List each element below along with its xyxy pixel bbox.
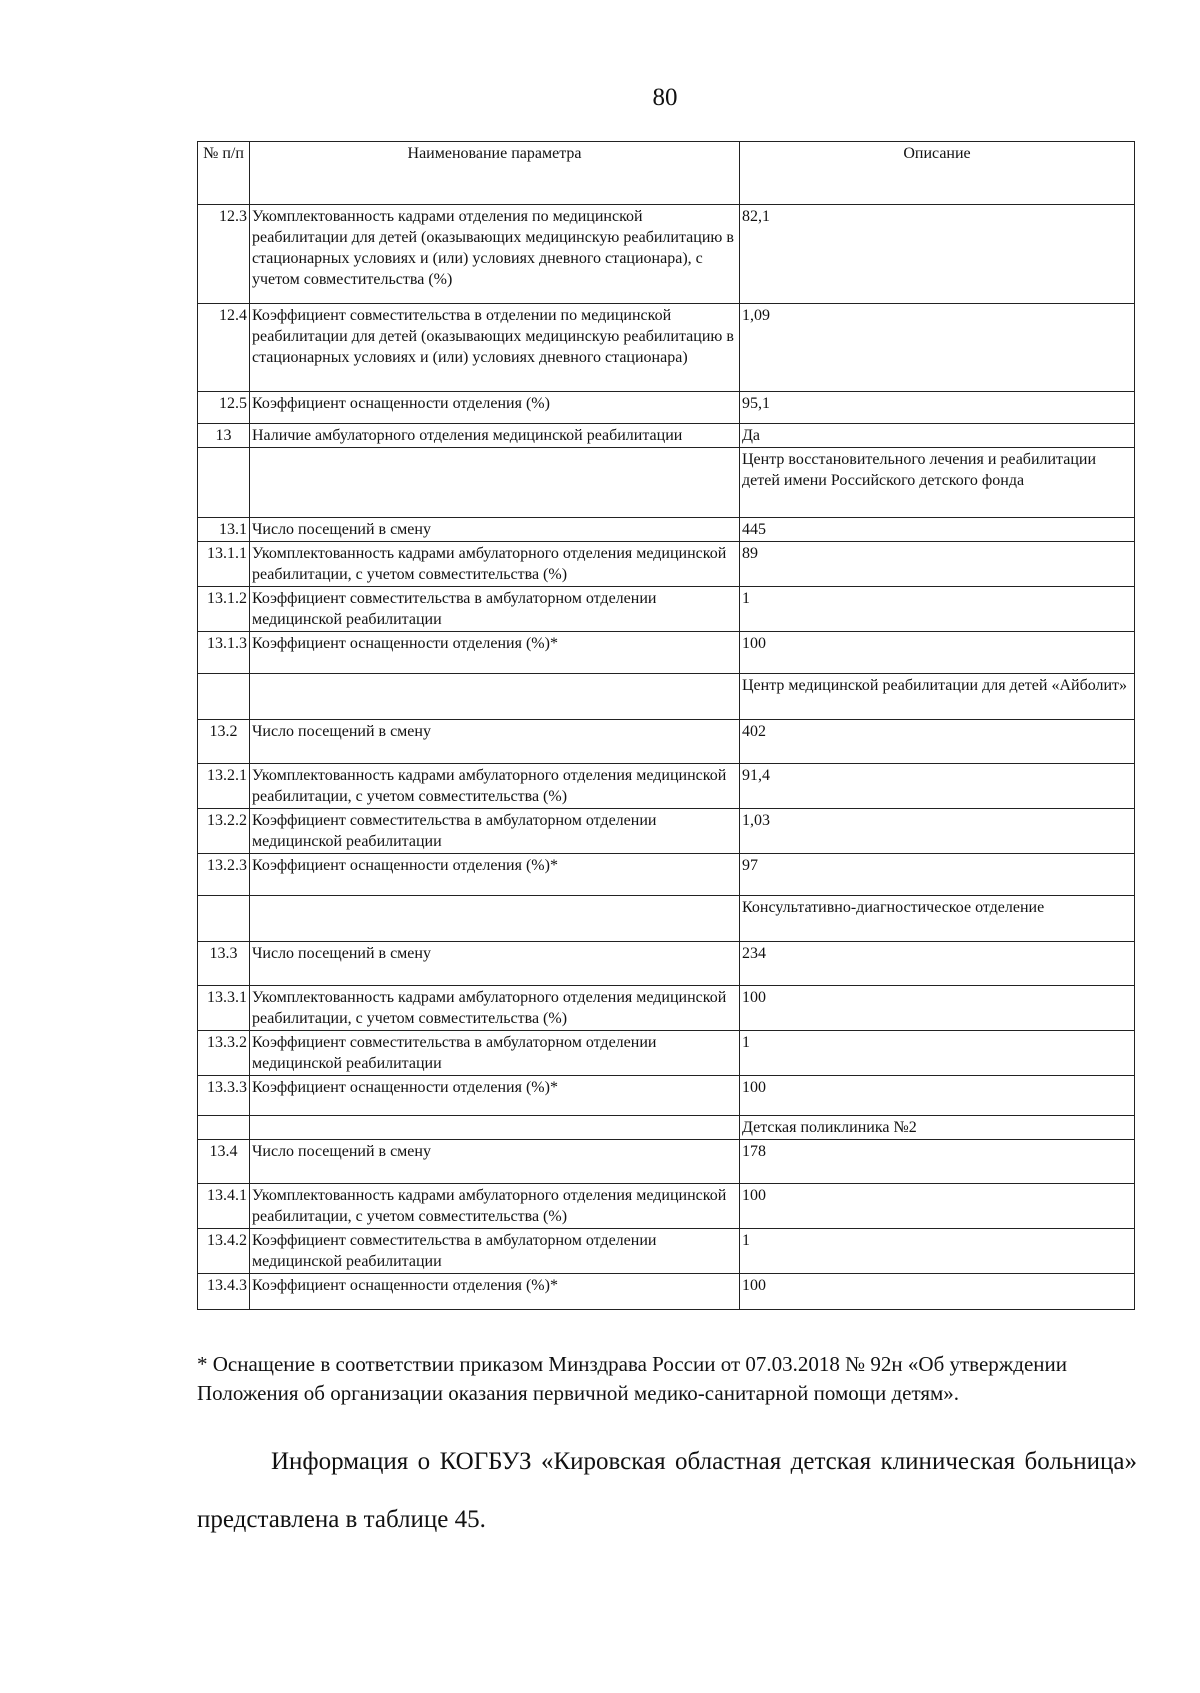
row-name: Коэффициент оснащенности отделения (%)* (250, 854, 740, 896)
table-row (198, 986, 1135, 1031)
row-value: 402 (740, 720, 1135, 764)
table-row (198, 896, 1135, 942)
row-name: Наличие амбулаторного отделения медицинской реабилитации (250, 424, 740, 448)
table-row (198, 424, 1135, 448)
row-value: 1 (740, 1031, 1135, 1076)
row-value: 82,1 (740, 205, 1135, 304)
table-row (198, 1031, 1135, 1076)
table-row (198, 1076, 1135, 1116)
row-value: 100 (740, 632, 1135, 674)
table-row (198, 1229, 1135, 1274)
row-value: 97 (740, 854, 1135, 896)
row-name: Укомплектованность кадрами амбулаторного отделения медицинской реабилитации, с учетом совместительства (%) (250, 986, 740, 1031)
row-num (198, 674, 250, 720)
row-value: 1,09 (740, 304, 1135, 392)
row-num: 13.3 (198, 942, 250, 986)
row-num: 12.4 (198, 304, 250, 392)
row-name (250, 1116, 740, 1140)
row-num: 13.2.2 (198, 809, 250, 854)
parameters-table (197, 141, 1135, 1310)
row-num: 13.1 (198, 518, 250, 542)
row-num: 13 (198, 424, 250, 448)
row-value: 1 (740, 587, 1135, 632)
row-num: 13.1.2 (198, 587, 250, 632)
table-row (198, 518, 1135, 542)
row-name: Укомплектованность кадрами амбулаторного отделения медицинской реабилитации, с учетом совместительства (%) (250, 1184, 740, 1229)
table-row (198, 1140, 1135, 1184)
row-name: Укомплектованность кадрами отделения по медицинской реабилитации для детей (оказывающих медицинскую реабилитацию в стационарных условиях и (или) условиях дневного стационара), с учетом совместительства (%) (250, 205, 740, 304)
row-num: 13.4.3 (198, 1274, 250, 1310)
page-number: 80 (652, 84, 678, 111)
table-row (198, 1274, 1135, 1310)
header-name: Наименование параметра (250, 142, 740, 205)
table-row (198, 205, 1135, 304)
row-num: 13.2.1 (198, 764, 250, 809)
table-row (198, 542, 1135, 587)
table-row (198, 674, 1135, 720)
table-row (198, 587, 1135, 632)
header-num: № п/п (198, 142, 250, 205)
row-value: 95,1 (740, 392, 1135, 424)
header-description: Описание (740, 142, 1135, 205)
row-name: Число посещений в смену (250, 942, 740, 986)
table-row (198, 942, 1135, 986)
row-num: 13.2 (198, 720, 250, 764)
row-value: Центр медицинской реабилитации для детей «Айболит» (740, 674, 1135, 720)
row-name: Коэффициент совместительства в амбулаторном отделении медицинской реабилитации (250, 1031, 740, 1076)
table-row (198, 304, 1135, 392)
row-value: Да (740, 424, 1135, 448)
row-value: 1,03 (740, 809, 1135, 854)
row-value: 100 (740, 1184, 1135, 1229)
row-num: 13.2.3 (198, 854, 250, 896)
row-num: 13.4 (198, 1140, 250, 1184)
row-name: Число посещений в смену (250, 518, 740, 542)
row-value: Детская поликлиника №2 (740, 1116, 1135, 1140)
table-row (198, 448, 1135, 518)
row-name: Число посещений в смену (250, 1140, 740, 1184)
row-value: 100 (740, 986, 1135, 1031)
row-num (198, 448, 250, 518)
row-value: 100 (740, 1274, 1135, 1310)
table-row (198, 809, 1135, 854)
row-name: Коэффициент оснащенности отделения (%)* (250, 1274, 740, 1310)
row-num (198, 1116, 250, 1140)
table-row (198, 854, 1135, 896)
row-value: 1 (740, 1229, 1135, 1274)
row-name: Коэффициент оснащенности отделения (%) (250, 392, 740, 424)
row-value: 89 (740, 542, 1135, 587)
row-num: 12.3 (198, 205, 250, 304)
row-value: Консультативно-диагностическое отделение (740, 896, 1135, 942)
table-row (198, 1184, 1135, 1229)
row-value: 91,4 (740, 764, 1135, 809)
row-value: 178 (740, 1140, 1135, 1184)
table-row (198, 1116, 1135, 1140)
table-header-row (198, 142, 1135, 205)
footnote: * Оснащение в соответствии приказом Минздрава России от 07.03.2018 № 92н «Об утверждении Положения об организации оказания первичной медико-санитарной помощи детям». (197, 1352, 1068, 1405)
row-name: Коэффициент совместительства в амбулаторном отделении медицинской реабилитации (250, 809, 740, 854)
row-name: Коэффициент совместительства в амбулаторном отделении медицинской реабилитации (250, 587, 740, 632)
row-value: 445 (740, 518, 1135, 542)
row-value: 100 (740, 1076, 1135, 1116)
row-name (250, 448, 740, 518)
row-num: 13.3.3 (198, 1076, 250, 1116)
row-num: 13.4.1 (198, 1184, 250, 1229)
row-name: Число посещений в смену (250, 720, 740, 764)
row-name: Коэффициент совместительства в амбулаторном отделении медицинской реабилитации (250, 1229, 740, 1274)
info-paragraph: Информация о КОГБУЗ «Кировская областная детская клиническая больница» представлена в таблице 45. (197, 1448, 1137, 1533)
row-num: 13.4.2 (198, 1229, 250, 1274)
row-num (198, 896, 250, 942)
row-name: Коэффициент совместительства в отделении по медицинской реабилитации для детей (оказывающих медицинскую реабилитацию в стационарных условиях и (или) условиях дневного стационара) (250, 304, 740, 392)
table-row (198, 632, 1135, 674)
row-num: 13.1.3 (198, 632, 250, 674)
row-num: 12.5 (198, 392, 250, 424)
row-num: 13.1.1 (198, 542, 250, 587)
row-name (250, 896, 740, 942)
row-num: 13.3.1 (198, 986, 250, 1031)
table-row (198, 764, 1135, 809)
row-name: Укомплектованность кадрами амбулаторного отделения медицинской реабилитации, с учетом совместительства (%) (250, 542, 740, 587)
row-name (250, 674, 740, 720)
row-name: Коэффициент оснащенности отделения (%)* (250, 632, 740, 674)
row-name: Укомплектованность кадрами амбулаторного отделения медицинской реабилитации, с учетом совместительства (%) (250, 764, 740, 809)
row-name: Коэффициент оснащенности отделения (%)* (250, 1076, 740, 1116)
row-value: 234 (740, 942, 1135, 986)
table-row (198, 392, 1135, 424)
table-row (198, 720, 1135, 764)
row-value: Центр восстановительного лечения и реабилитации детей имени Российского детского фонда (740, 448, 1135, 518)
row-num: 13.3.2 (198, 1031, 250, 1076)
